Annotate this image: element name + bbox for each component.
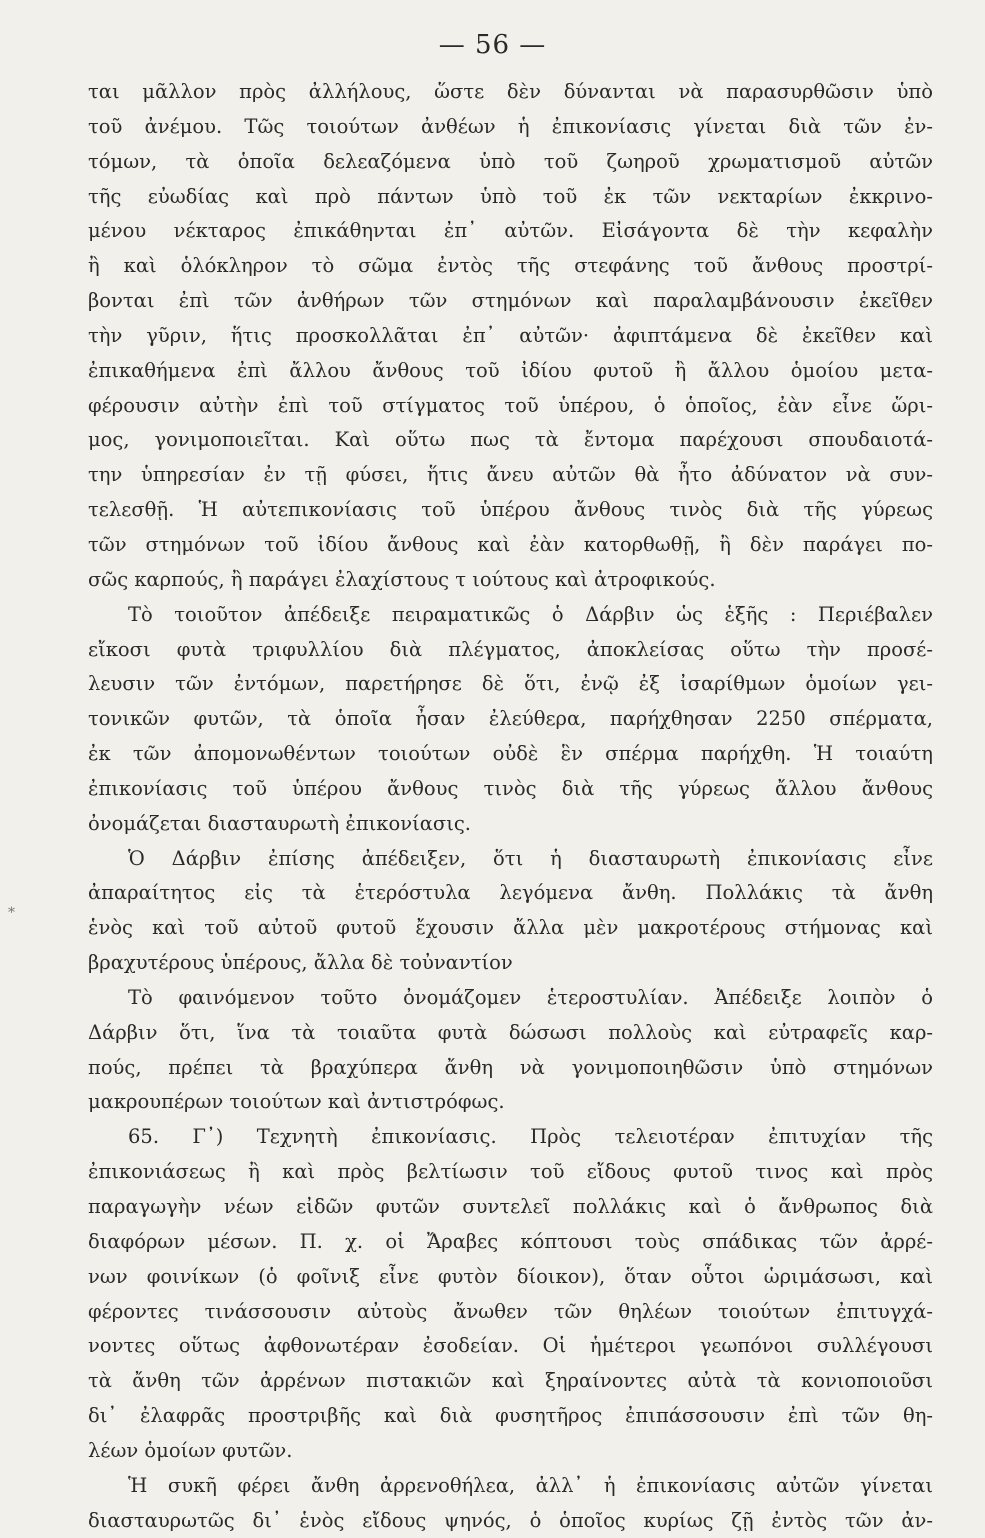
text-line: τοῦ ἀνέμου. Τῶς τοιούτων ἀνθέων ἡ ἐπικονίασις γίνεται διὰ τῶν ἐν-	[88, 114, 933, 138]
margin-mark: *	[8, 905, 15, 921]
text-line: δι᾽ ἐλαφρᾶς προστριβῆς καὶ διὰ φυσητῆρος ἐπιπάσσουσιν ἐπὶ τῶν θη-	[88, 1404, 933, 1428]
text-line: τόμων, τὰ ὁποῖα δελεαζόμενα ὑπὸ τοῦ ζωηροῦ χρωματισμοῦ αὐτῶν	[88, 149, 933, 173]
text-line: ται μᾶλλον πρὸς ἀλλήλους, ὥστε δὲν δύνανται νὰ παρασυρθῶσιν ὑπὸ	[88, 80, 933, 103]
text-line: την ὑπηρεσίαν ἐν τῇ φύσει, ἥτις ἄνευ αὐτῶν θὰ ἦτο ἀδύνατον νὰ συν-	[88, 463, 933, 487]
text-line: πούς, πρέπει τὰ βραχύπερα ἄνθη νὰ γονιμοποιηθῶσιν ὑπὸ στημόνων	[88, 1055, 933, 1079]
text-line: νοντες οὕτως ἀφθονωτέραν ἐσοδείαν. Οἱ ἡμέτεροι γεωπόνοι συλλέγουσι	[88, 1334, 933, 1358]
text-line: φέροντες τινάσσουσιν αὐτοὺς ἄνωθεν τῶν θηλέων τοιούτων ἐπιτυγχά-	[88, 1299, 933, 1323]
text-line: διαφόρων μέσων. Π. χ. οἱ Ἄραβες κόπτουσι τοὺς σπάδικας τῶν ἀρρέ-	[88, 1229, 933, 1253]
text-line: τὰ ἄνθη τῶν ἀρρένων πιστακιῶν καὶ ξηραίνοντες αὐτὰ τὰ κονιοποιοῦσι	[88, 1369, 933, 1393]
text-line: Τὸ φαινόμενον τοῦτο ὀνομάζομεν ἑτεροστυλίαν. Ἀπέδειξε λοιπὸν ὁ	[128, 985, 933, 1009]
text-line: βραχυτέρους ὑπέρους, ἄλλα δὲ τοὐναντίον	[88, 951, 513, 975]
text-line: ἐπικονιάσεως ἢ καὶ πρὸς βελτίωσιν τοῦ εἴδους φυτοῦ τινος καὶ πρὸς	[88, 1160, 933, 1184]
text-line: ἢ καὶ ὁλόκληρον τὸ σῶμα ἐντὸς τῆς στεφάνης τοῦ ἄνθους προστρί-	[88, 254, 933, 278]
text-line: εἴκοσι φυτὰ τριφυλλίου διὰ πλέγματος, ἀποκλείσας οὕτω τὴν προσέ-	[88, 637, 933, 661]
text-line: μος, γονιμοποιεῖται. Καὶ οὕτω πως τὰ ἔντομα παρέχουσι σπουδαιοτά-	[88, 428, 933, 452]
text-line: Ἡ συκῆ φέρει ἄνθη ἀρρενοθήλεα, ἀλλ᾽ ἡ ἐπικονίασις αὐτῶν γίνεται	[128, 1473, 933, 1497]
body-text	[88, 75, 933, 1538]
text-line: φέρουσιν αὐτὴν ἐπὶ τοῦ στίγματος τοῦ ὑπέρου, ὁ ὁποῖος, ἐὰν εἶνε ὥρι-	[88, 393, 933, 417]
text-line: μακρουπέρων τοιούτων καὶ ἀντιστρόφως.	[88, 1090, 505, 1114]
text-line: ἐπικαθήμενα ἐπὶ ἄλλου ἄνθους τοῦ ἰδίου φυτοῦ ἢ ἄλλου ὁμοίου μετα-	[88, 358, 933, 382]
text-line: 65. Γ᾽) Τεχνητὴ ἐπικονίασις. Πρὸς τελειοτέραν ἐπιτυχίαν τῆς	[128, 1125, 933, 1149]
text-line: Τὸ τοιοῦτον ἀπέδειξε πειραματικῶς ὁ Δάρβιν ὡς ἑξῆς : Περιέβαλεν	[128, 602, 933, 626]
text-line: λέων ὁμοίων φυτῶν.	[88, 1438, 293, 1462]
text-line: διασταυρωτῶς δι᾽ ἑνὸς εἴδους ψηνός, ὁ ὁποῖος κυρίως ζῇ ἐντὸς τῶν ἀν-	[88, 1508, 933, 1532]
page-number: — 56 —	[438, 30, 547, 60]
text-line: τελεσθῇ. Ἡ αὐτεπικονίασις τοῦ ὑπέρου ἄνθους τινὸς διὰ τῆς γύρεως	[88, 498, 933, 522]
text-line: τῆς εὐωδίας καὶ πρὸ πάντων ὑπὸ τοῦ ἐκ τῶν νεκταρίων ἐκκρινο-	[88, 184, 933, 208]
text-line: τονικῶν φυτῶν, τὰ ὁποῖα ἦσαν ἐλεύθερα, παρήχθησαν 2250 σπέρματα,	[88, 707, 933, 731]
text-line: ἐπικονίασις τοῦ ὑπέρου ἄνθους τινὸς διὰ τῆς γύρεως ἄλλου ἄνθους	[88, 776, 933, 800]
text-line: νων φοινίκων (ὁ φοῖνιξ εἶνε φυτὸν δίοικον), ὅταν οὗτοι ὡριμάσωσι, καὶ	[88, 1264, 933, 1288]
text-line: ἀπαραίτητος εἰς τὰ ἑτερόστυλα λεγόμενα ἄνθη. Πολλάκις τὰ ἄνθη	[88, 881, 933, 905]
text-line: μένου νέκταρος ἐπικάθηνται ἐπ᾽ αὐτῶν. Εἰσάγοντα δὲ τὴν κεφαλὴν	[88, 219, 933, 243]
text-line: ὀνομάζεται διασταυρωτὴ ἐπικονίασις.	[88, 811, 471, 835]
text-line: ἑνὸς καὶ τοῦ αὐτοῦ φυτοῦ ἔχουσιν ἄλλα μὲν μακροτέρους στήμονας καὶ	[88, 916, 933, 940]
text-line: ἐκ τῶν ἀπομονωθέντων τοιούτων οὐδὲ ἓν σπέρμα παρήχθη. Ἡ τοιαύτη	[88, 742, 933, 766]
text-line: Δάρβιν ὅτι, ἵνα τὰ τοιαῦτα φυτὰ δώσωσι πολλοὺς καὶ εὐτραφεῖς καρ-	[88, 1020, 933, 1044]
text-line: λευσιν τῶν ἐντόμων, παρετήρησε δὲ ὅτι, ἐνῷ ἐξ ἰσαρίθμων ὁμοίων γει-	[88, 672, 933, 696]
text-line: Ὁ Δάρβιν ἐπίσης ἀπέδειξεν, ὅτι ἡ διασταυρωτὴ ἐπικονίασις εἶνε	[128, 846, 933, 870]
text-line: σῶς καρπούς, ἢ παράγει ἐλαχίστους τ ιούτους καὶ ἀτροφικούς.	[88, 567, 716, 591]
text-line: βονται ἐπὶ τῶν ἀνθήρων τῶν στημόνων καὶ παραλαμβάνουσιν ἐκεῖθεν	[88, 289, 933, 313]
text-line: παραγωγὴν νέων εἰδῶν φυτῶν συντελεῖ πολλάκις καὶ ὁ ἄνθρωπος διὰ	[88, 1195, 933, 1218]
text-line: τῶν στημόνων τοῦ ἰδίου ἄνθους καὶ ἐὰν κατορθωθῇ, ἢ δὲν παράγει πο-	[88, 532, 933, 556]
text-line: τὴν γῦριν, ἥτις προσκολλᾶται ἐπ᾽ αὐτῶν· ἀφιπτάμενα δὲ ἐκεῖθεν καὶ	[88, 323, 933, 347]
